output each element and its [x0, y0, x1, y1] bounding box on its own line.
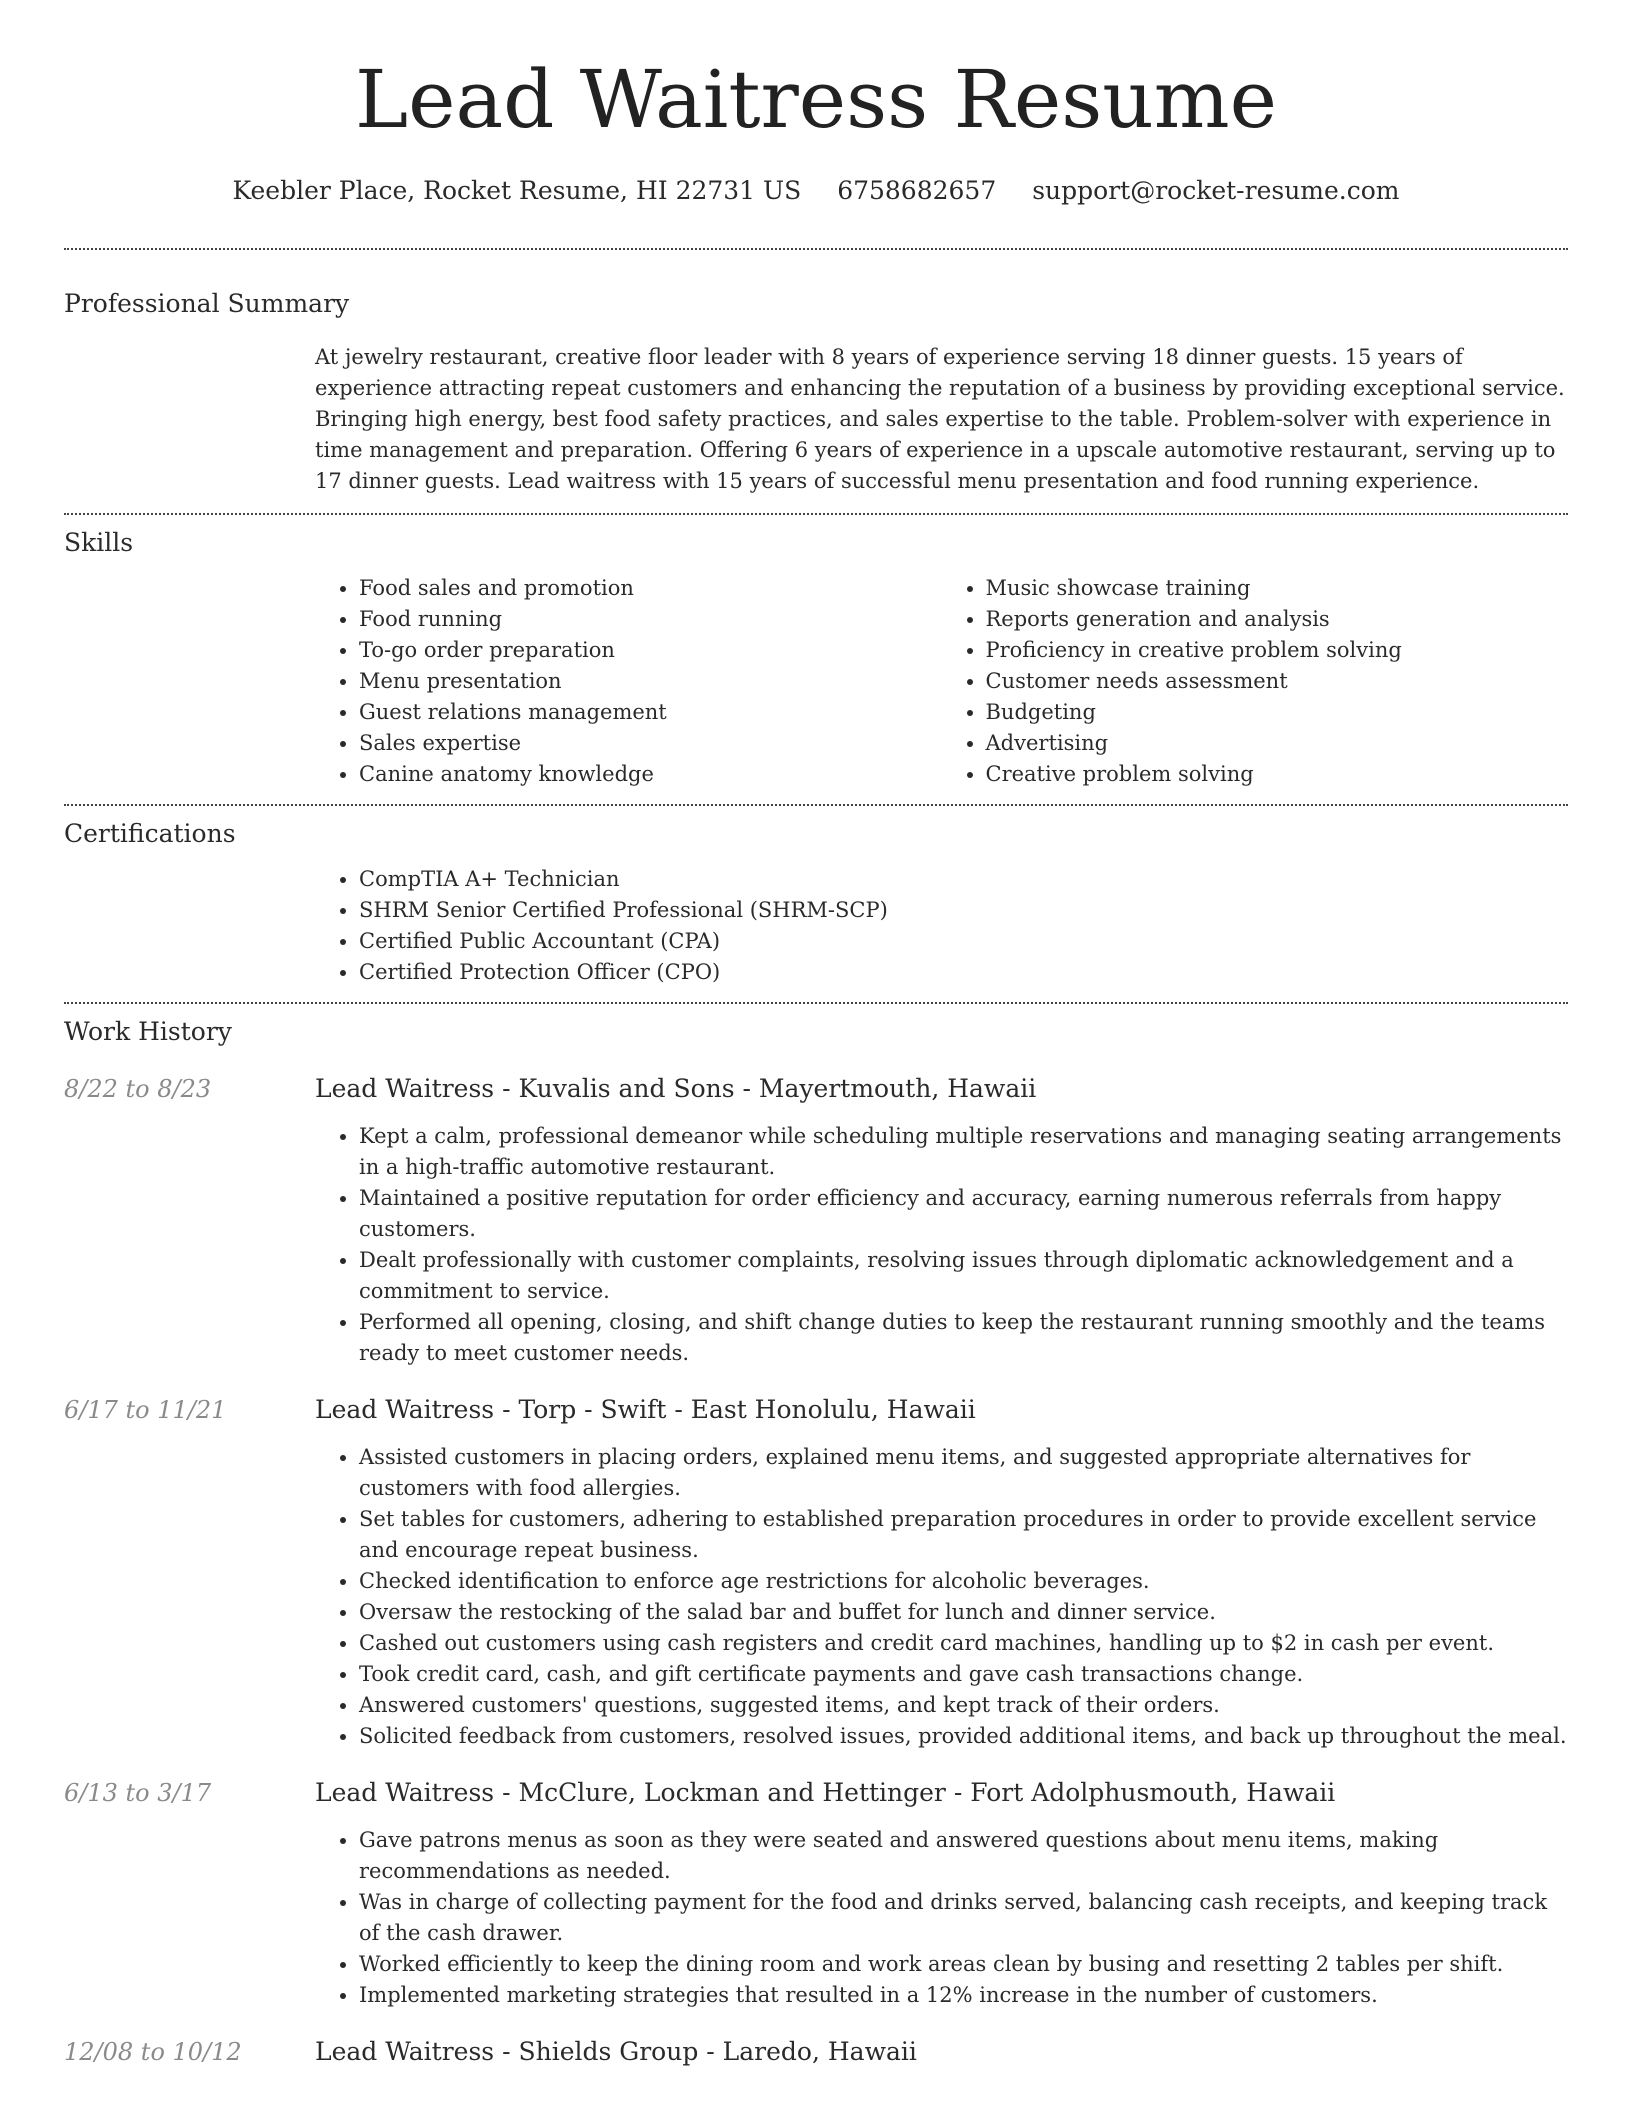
job-duty: • Cashed out customers using cash registers and credit card machines, handling up to $2 in cash per event.: [359, 1628, 1568, 1659]
job-duty: • Solicited feedback from customers, resolved issues, provided additional items, and back up throughout the meal.: [359, 1721, 1568, 1752]
skills-column-left: [315, 573, 942, 790]
job-title: Lead Waitress - Shields Group - Laredo, Hawaii: [315, 2037, 917, 2066]
skills-section: [64, 515, 1568, 804]
job-duty: • Set tables for customers, adhering to established preparation procedures in order to provide excellent service and encourage repeat business.: [359, 1504, 1568, 1566]
job-dates: 8/22 to 8/23: [64, 1075, 212, 1103]
job-duty: • Maintained a positive reputation for order efficiency and accuracy, earning numerous referrals from happy customers.: [359, 1183, 1568, 1245]
skill-item: • Budgeting: [986, 697, 1569, 728]
skill-item: • Proficiency in creative problem solving: [986, 635, 1569, 666]
contact-info: [64, 174, 1568, 208]
skill-item: • Music showcase training: [986, 573, 1569, 604]
job-duties: [315, 1425, 1568, 1752]
skill-item: • Menu presentation: [359, 666, 942, 697]
professional-summary-section: [64, 250, 1568, 513]
job-title: Lead Waitress - Kuvalis and Sons - Mayertmouth, Hawaii: [315, 1074, 1037, 1103]
skill-item: • Canine anatomy knowledge: [359, 759, 942, 790]
section-heading: Certifications: [64, 819, 236, 848]
skill-item: • Food sales and promotion: [359, 573, 942, 604]
job-entry: [64, 1074, 1568, 1369]
work-history-section: [64, 1004, 1568, 2067]
certification-item: • CompTIA A+ Technician: [359, 864, 1568, 895]
job-duty: • Answered customers' questions, suggested items, and kept track of their orders.: [359, 1690, 1568, 1721]
certification-item: • Certified Protection Officer (CPO): [359, 957, 1568, 988]
skill-item: • Reports generation and analysis: [986, 604, 1569, 635]
job-duties: [315, 1808, 1568, 2011]
contact-phone: 6758682657: [837, 176, 997, 205]
section-heading: Professional Summary: [64, 289, 350, 318]
skill-item: • Customer needs assessment: [986, 666, 1569, 697]
job-entry: [64, 1395, 1568, 1752]
job-duties: [315, 1104, 1568, 1369]
job-dates: 6/17 to 11/21: [64, 1396, 227, 1424]
job-duty: • Kept a calm, professional demeanor while scheduling multiple reservations and managing seating arrangements in a high-traffic automotive restaurant.: [359, 1121, 1568, 1183]
job-duty: • Dealt professionally with customer complaints, resolving issues through diplomatic acknowledgement and a commitment to service.: [359, 1245, 1568, 1307]
job-dates: 12/08 to 10/12: [64, 2038, 242, 2066]
job-entry: [64, 2037, 1568, 2067]
job-duty: • Gave patrons menus as soon as they were seated and answered questions about menu items, making recommendations as needed.: [359, 1825, 1568, 1887]
job-duty: • Checked identification to enforce age restrictions for alcoholic beverages.: [359, 1566, 1568, 1597]
resume-title: Lead Waitress Resume: [355, 53, 1277, 146]
contact-email: support@rocket-resume.com: [1032, 176, 1400, 205]
contact-address: Keebler Place, Rocket Resume, HI 22731 US: [232, 176, 802, 205]
job-duty: • Oversaw the restocking of the salad bar and buffet for lunch and dinner service.: [359, 1597, 1568, 1628]
section-heading: Skills: [64, 528, 134, 557]
certifications-list: [315, 850, 1568, 1002]
job-duty: • Took credit card, cash, and gift certificate payments and gave cash transactions change.: [359, 1659, 1568, 1690]
skills-column-right: [942, 573, 1569, 790]
skill-item: • Advertising: [986, 728, 1569, 759]
certification-item: • Certified Public Accountant (CPA): [359, 926, 1568, 957]
skill-item: • Guest relations management: [359, 697, 942, 728]
certifications-section: [64, 806, 1568, 1002]
skill-item: • Creative problem solving: [986, 759, 1569, 790]
skill-item: • To-go order preparation: [359, 635, 942, 666]
skills-list: [315, 559, 1568, 804]
summary-text: At jewelry restaurant, creative floor leader with 8 years of experience serving 18 dinner guests. 15 years of experience attracting repeat customers and enhancing the reputation of a business by providing exceptional service. Bringing high energy, best food safety practices, and sales expertise to the table. Problem-solver with experience in time management and preparation. Offering 6 years of experience in a upscale automotive restaurant, serving up to 17 dinner guests. Lead waitress with 15 years of successful menu presentation and food running experience.: [315, 345, 1565, 493]
skill-item: • Food running: [359, 604, 942, 635]
job-entry: [64, 1778, 1568, 2011]
skill-item: • Sales expertise: [359, 728, 942, 759]
job-title: Lead Waitress - Torp - Swift - East Honolulu, Hawaii: [315, 1395, 976, 1424]
certification-item: • SHRM Senior Certified Professional (SHRM-SCP): [359, 895, 1568, 926]
job-duty: • Assisted customers in placing orders, explained menu items, and suggested appropriate alternatives for customers with food allergies.: [359, 1442, 1568, 1504]
job-title: Lead Waitress - McClure, Lockman and Hettinger - Fort Adolphusmouth, Hawaii: [315, 1778, 1336, 1807]
job-duty: • Worked efficiently to keep the dining room and work areas clean by busing and resetting 2 tables per shift.: [359, 1949, 1568, 1980]
job-duty: • Was in charge of collecting payment for the food and drinks served, balancing cash receipts, and keeping track of the cash drawer.: [359, 1887, 1568, 1949]
job-dates: 6/13 to 3/17: [64, 1779, 212, 1807]
job-duty: • Implemented marketing strategies that resulted in a 12% increase in the number of customers.: [359, 1980, 1568, 2011]
job-duty: • Performed all opening, closing, and shift change duties to keep the restaurant running smoothly and the teams ready to meet customer needs.: [359, 1307, 1568, 1369]
section-heading: Work History: [64, 1017, 232, 1046]
